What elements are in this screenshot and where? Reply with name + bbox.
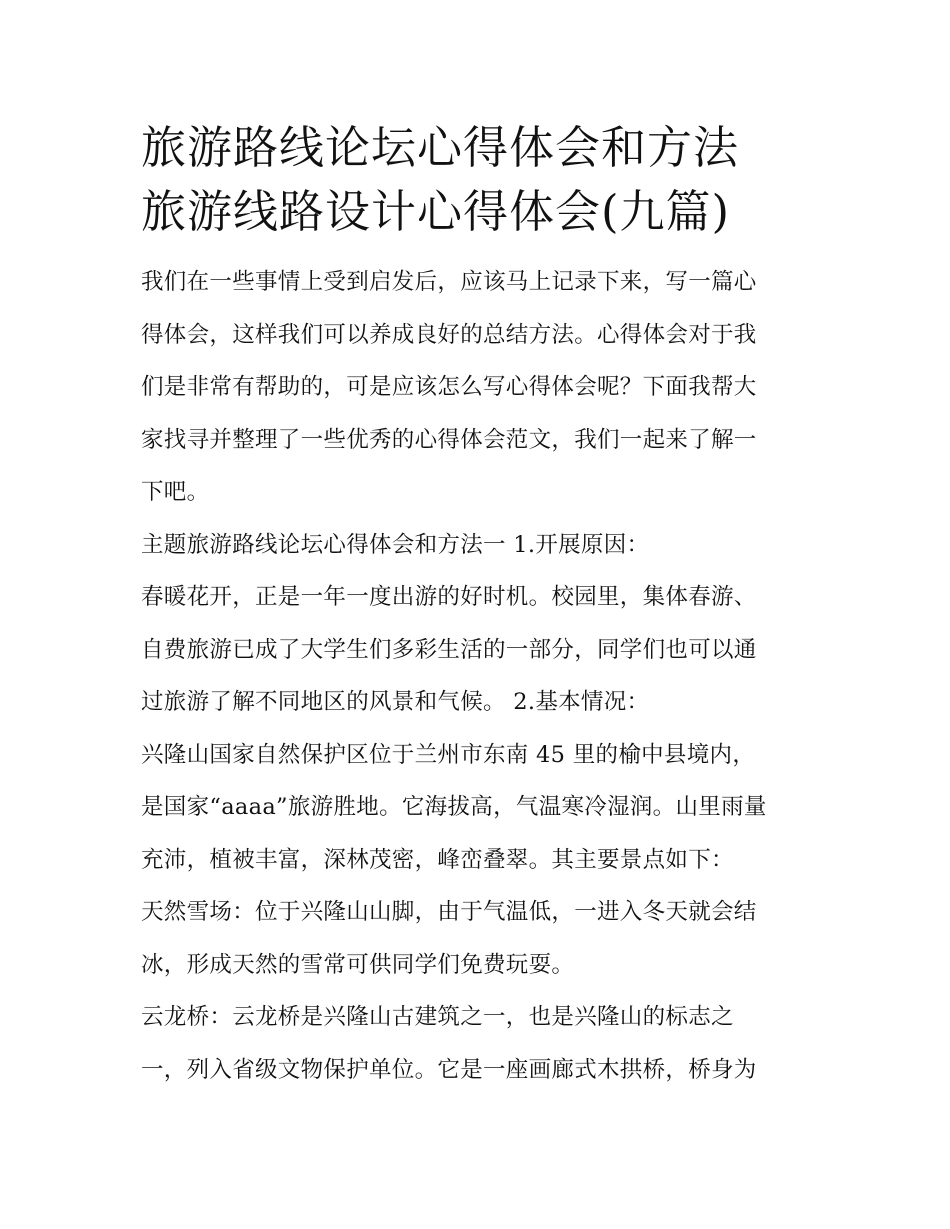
body-line: 是国家“aaaa”旅游胜地。它海拔高，气温寒冷湿润。山里雨量 (141, 794, 767, 820)
body-line: 家找寻并整理了一些优秀的心得体会范文，我们一起来了解一 (141, 426, 757, 453)
body-line: 兴隆山国家自然保护区位于兰州市东南 45 里的榆中县境内， (141, 741, 756, 768)
body-line: 过旅游了解不同地区的风景和气候。 2.基本情况： (141, 689, 650, 715)
document-body (141, 256, 813, 1096)
title-line: 旅游线路设计心得体会(九篇) (141, 185, 731, 238)
body-line: 一，列入省级文物保护单位。它是一座画廊式木拱桥，桥身为 (141, 1056, 757, 1083)
body-line: 云龙桥：云龙桥是兴隆山古建筑之一，也是兴隆山的标志之 (141, 1004, 734, 1030)
body-line: 天然雪场：位于兴隆山山脚，由于气温低，一进入冬天就会结 (141, 899, 757, 925)
title-line: 旅游路线论坛心得体会和方法 (141, 121, 740, 174)
document-page (141, 116, 813, 1096)
body-line: 我们在一些事情上受到启发后，应该马上记录下来，写一篇心 (141, 269, 757, 295)
body-line: 春暖花开，正是一年一度出游的好时机。校园里，集体春游、 (141, 584, 757, 610)
body-line: 充沛，植被丰富，深林茂密，峰峦叠翠。其主要景点如下： (141, 846, 734, 873)
document-title (141, 116, 813, 244)
body-line: 自费旅游已成了大学生们多彩生活的一部分，同学们也可以通 (141, 636, 757, 663)
body-line: 下吧。 (141, 479, 210, 505)
body-line: 得体会，这样我们可以养成良好的总结方法。心得体会对于我 (141, 321, 757, 348)
body-line: 主题旅游路线论坛心得体会和方法一 1.开展原因： (141, 531, 650, 558)
body-line: 冰，形成天然的雪常可供同学们免费玩耍。 (141, 951, 575, 978)
body-line: 们是非常有帮助的，可是应该怎么写心得体会呢？下面我帮大 (141, 374, 757, 400)
